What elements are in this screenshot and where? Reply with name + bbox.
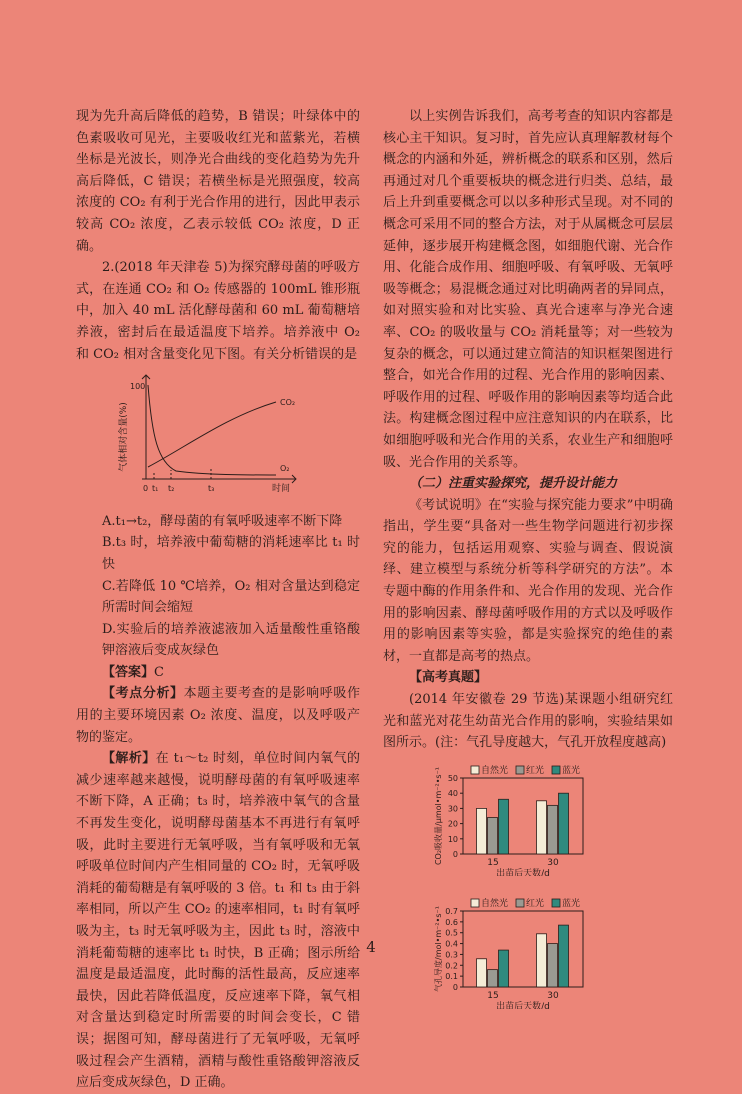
y-tick-label: 0.4 [445,939,458,949]
answer-line [76,662,360,684]
x-axis-label: 出苗后天数/d [496,868,550,876]
option-c: C.若降低 10 ℃培养，O₂ 相对含量达到稳定所需时间会缩短 [102,578,360,616]
jiexi-label: 【解析】 [102,751,156,767]
option-d: D.实验后的培养液滤液加入适量酸性重铬酸钾溶液后变成灰绿色 [102,621,360,659]
page-number: 4 [366,938,376,956]
bar-蓝光-15 [499,799,509,854]
y-tick-label: 0.3 [445,950,458,960]
legend-swatch-红光 [516,899,524,907]
y-tick-label: 0.5 [445,929,458,939]
legend-label-蓝光: 蓝光 [562,899,581,910]
y-tick-label: 0.7 [445,907,458,917]
left-paragraph-1: 现为先升高后降低的趋势，B 错误；叶绿体中的色素吸收可见光，主要吸收红光和蓝紫光，若横坐标是光波长，则净光合曲线的变化趋势为先升高后降低，C 错误；若横坐标是光照强度，较高浓度的 CO₂ 有利于光合作用的进行，因此甲表示较高 CO₂ 浓度，乙表示较低 CO₂ 浓度，D 正确。 [76,109,360,254]
bar-红光-15 [488,817,498,853]
kaodian-paragraph [76,683,360,748]
right-column [383,106,673,1023]
bar-蓝光-30 [559,793,569,854]
y-tick-label: 10 [447,834,458,844]
x-axis-label: 出苗后天数/d [496,1002,550,1010]
x-tick-label: 15 [487,857,499,868]
kaodian-label: 【考点分析】 [102,686,184,702]
jiexi-paragraph [76,748,360,1094]
section-heading-2: （二）注重实验探究，提升设计能力 [409,476,618,492]
co2-curve-label: CO₂ [280,398,296,408]
option-a: A.t₁→t₂，酵母菌的有氧呼吸速率不断下降 [102,513,343,529]
x-tick-label: 30 [547,857,559,868]
y-tick-label: 0.2 [445,961,458,971]
legend-swatch-自然光 [471,766,479,774]
bar-红光-15 [488,970,498,987]
gaokao-label: 【高考真题】 [409,670,488,686]
legend-label-蓝光: 蓝光 [562,765,581,776]
y-tick-label: 0 [452,849,458,859]
legend-swatch-自然光 [471,899,479,907]
legend-label-自然光: 自然光 [481,899,509,910]
graph-x-tick-t1: t₁ [152,484,159,494]
y-tick-label: 0.6 [445,918,458,928]
gaokao-question: (2014 年安徽卷 29 节选)某课题小组研究红光和蓝光对花生幼苗光合作用的影响，实验结果如图所示。(注：气孔导度越大，气孔开放程度越高) [383,692,673,751]
legend-label-红光: 红光 [526,899,545,910]
y-axis-label: 气孔导度/mol•m⁻²•s⁻¹ [434,906,443,993]
right-paragraph-1: 以上实例告诉我们，高考考查的知识内容都是核心主干知识。复习时，首先应认真理解教材每个概念的内涵和外延，辨析概念的联系和区别，然后再通过对几个重要板块的概念进行归类、总结，最后上升到重要概念可以以多种形式呈现。对不同的概念可采用不同的整合方法，对于从属概念可层层延伸，逐步展开构建概念图，如细胞代谢、光合作用、化能合成作用、细胞呼吸、有氧呼吸、无氧呼吸等概念；易混概念通过对比明确两者的异同点，如对照实验和对比实验、真光合速率与净光合速率、CO₂ 的吸收量与 CO₂ 消耗量等；对一些较为复杂的概念，可以通过建立简洁的知识框架图进行整合，如光合作用的过程、光合作用的影响因素、呼吸作用的过程、呼吸作用的影响因素等均适合此法。构建概念图过程中应注意知识的内在联系，比如细胞呼吸和光合作用的关系，农业生产和细胞呼吸、光合作用的关系等。 [383,109,673,470]
kaodian-text: 本题主要考查的是影响呼吸作用的主要环境因素 O₂ 浓度、温度，以及呼吸产物的鉴定。 [76,686,360,745]
y-tick-label: 40 [447,789,458,799]
right-paragraph-2: 《考试说明》在“实验与探究能力要求”中明确指出，学生要“具备对一些生物学问题进行初步探究的能力，包括运用观察、实验与调查、假说演绎、建立模型与系统分析等科学研究的方法”。本专题中酶的作用条件和、光合作用的发现、光合作用的影响因素、酵母菌呼吸作用的方式以及呼吸作用的影响因素等实验，都是实验探究的绝佳的素材，一直都是高考的热点。 [383,497,673,664]
y-axis-label: CO₂吸收量/μmol•m⁻²•s⁻¹ [434,766,443,865]
bar-chart-co2 [383,756,673,884]
graph-x-tick-t2: t₂ [168,484,175,494]
y-tick-label: 0 [452,983,458,993]
legend-swatch-红光 [516,766,524,774]
answer-label: 【答案】 [102,664,155,680]
jiexi-text: 在 t₁～t₂ 时刻，单位时间内氧气的减少速率越来越慢，说明酵母菌的有氧呼吸速率不断下降，A 正确；t₃ 时，培养液中氧气的含量不再发生变化，说明酵母菌基本不再进行有氧呼吸，此时主要进行无氧呼吸，当有氧呼吸和无氧呼吸单位时间内产生相同量的 CO₂ 时，无氧呼吸消耗的葡萄糖是有氧呼吸的 3 倍。t₁ 和 t₃ 由于斜率相同，所以产生 CO₂ 的速率相同，t₁ 时有氧呼吸为主，t₃ 时无氧呼吸为主，因此 t₃ 时，溶液中消耗葡萄糖的速率比 t₁ 时快，B 正确；图示所给温度是最适温度，此时酶的活性最高，反应速率最快，因此若降低温度，反应速率下降，氧气相对含量达到稳定时所需要的时间会变长，C 错误；据图可知，酵母菌进行了无氧呼吸，无氧呼吸过程会产生酒精，酒精与酸性重铬酸钾溶液反应后变成灰绿色，D 正确。 [76,751,360,1091]
bar-自然光-15 [477,959,487,987]
co2-curve [148,402,276,467]
bar-红光-30 [548,805,558,854]
bar-自然光-15 [477,808,487,854]
bar-蓝光-30 [559,926,569,988]
graph-x-tick-t3: t₃ [208,484,215,494]
legend-swatch-蓝光 [552,766,560,774]
bar-蓝光-15 [499,950,509,987]
legend-label-红光: 红光 [526,765,545,776]
y-tick-label: 50 [447,773,458,783]
y-tick-label: 0.1 [445,972,458,982]
legend-label-自然光: 自然光 [481,765,509,776]
bar-自然光-30 [537,801,547,854]
option-b: B.t₃ 时，培养液中葡萄糖的消耗速率比 t₁ 时快 [102,535,360,572]
o2-curve-label: O₂ [280,464,290,474]
graph-y-tick: 100 [130,382,146,392]
y-tick-label: 20 [447,819,458,829]
gas-content-graph [76,367,360,505]
x-tick-label: 30 [547,991,559,1002]
legend-swatch-蓝光 [552,899,560,907]
graph-y-label: 气体相对含量(%) [119,402,129,472]
x-tick-label: 15 [487,991,499,1002]
y-tick-label: 30 [447,804,458,814]
graph-x-tick-0: 0 [143,484,149,494]
question-2: 2.(2018 年天津卷 5)为探究酵母菌的呼吸方式，在连通 CO₂ 和 O₂ 传感器的 100mL 锥形瓶中，加入 40 mL 活化酵母菌和 60 mL 葡萄糖培养液，密封后在最适温度下培养。培养液中 O₂ 和 CO₂ 相对含量变化见下图。有关分析错误的是 [76,260,360,362]
answer-value: C [154,664,164,680]
graph-x-label: 时间 [272,484,291,495]
